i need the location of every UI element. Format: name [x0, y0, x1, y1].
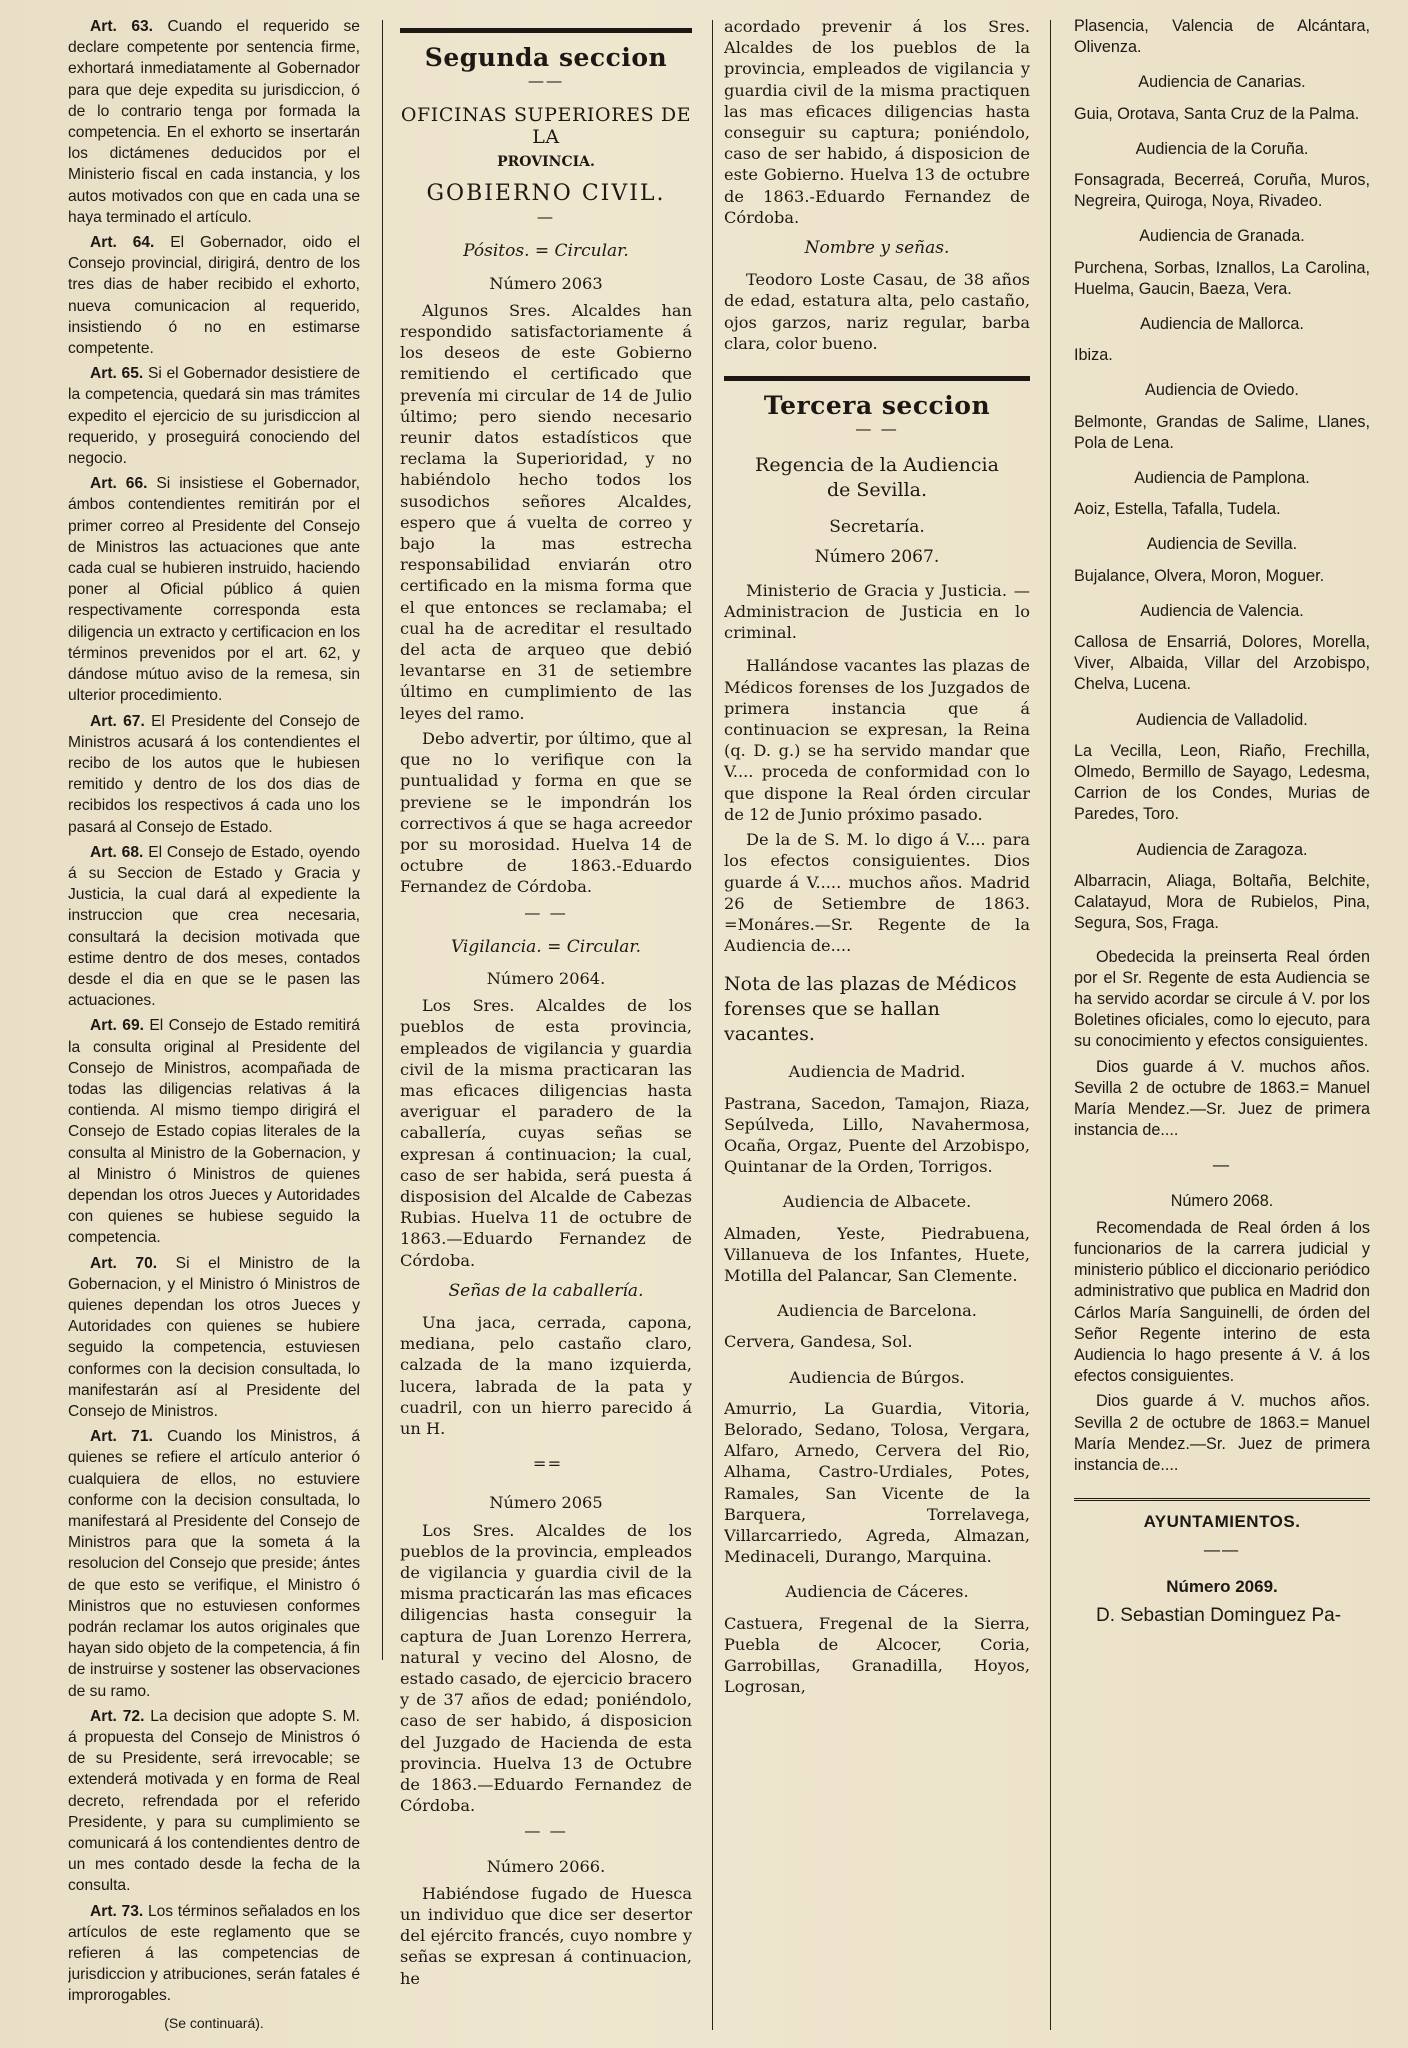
section-rule [724, 376, 1030, 381]
article-63: Art. 63. Cuando el requerido se declare competente por sentencia firme, exhortará inmediatamente al Gobernador para que deje expedita su jurisdiccion, ó de lo contrario tenga por formada la competencia. En el exhorto se insertarán los dictámenes deducidos por el Ministerio fiscal en cada instancia, y los autos motivados con que en cada una se haya terminado el artículo. [68, 18, 360, 226]
section-rule [1074, 1498, 1370, 1501]
column-separator [1050, 20, 1051, 2030]
divider: — — [524, 902, 568, 922]
divider: —— [527, 71, 565, 91]
audiencia-heading: Audiencia de Mallorca. [1140, 315, 1304, 334]
audiencia-heading: Audiencia de Madrid. [788, 1062, 966, 1082]
audiencia-heading: Audiencia de Oviedo. [1145, 381, 1299, 400]
audiencia-heading: Audiencia de Sevilla. [1146, 535, 1298, 554]
article-64: Art. 64. El Gobernador, oido el Consejo provincial, dirigirá, dentro de los tres dias de haber recibido el exhorto, nueva comunicacion al requerido, insistiendo ó no en estimarse competente. [68, 234, 360, 358]
secretaria-title: Secretaría. [829, 517, 925, 538]
names-heading: Nombre y señas. [804, 238, 950, 259]
audiencia-heading: Audiencia de Pamplona. [1134, 469, 1310, 488]
closing-paragraph: Dios guarde á V. muchos años. Sevilla 2 de octubre de 1863.= Manuel María Mendez.—Sr. Juez de primera instancia de.... [1074, 1057, 1370, 1140]
article-67: Art. 67. El Presidente del Consejo de Ministros acusará á los contendientes el recibo de los autos que le hubiesen remitido y dentro de los dos dias de recibidos los respectivos á cada uno los pasará al Consejo de Estado. [68, 712, 360, 836]
audiencia-towns: Callosa de Ensarriá, Dolores, Morella, Viver, Albaida, Villar del Arzobispo, Chelva, Lucena. [1074, 633, 1370, 694]
vigilancia-heading: Vigilancia. = Circular. [450, 936, 642, 957]
regencia-title: Regencia de la Audiencia de Sevilla. [755, 454, 999, 502]
signs-heading: Señas de la caballería. [448, 1280, 644, 1301]
audiencia-heading: Audiencia de la Coruña. [1135, 139, 1309, 158]
closing-paragraph: Obedecida la preinserta Real órden por el Sr. Regente de esta Audiencia se ha servido acordar se circule á V. por los Boletines oficiales, como lo ejecuto, para su conocimiento y efectos consiguientes. [1074, 947, 1370, 1051]
article-69: Art. 69. El Consejo de Estado remitirá la consulta original al Presidente del Consejo de Ministros, acompañada de todas las diligencias relativas á la contienda. Al mismo tiempo dirigirá el Consejo de Estado copias literales de la consulta al Ministro de la Gobernacion, y al Ministro ó Ministros de quienes dependan los otros Jueces y Autoridades con quienes se hubiese seguido la competencia. [68, 1017, 360, 1247]
notice-2067-paragraph: Hallándose vacantes las plazas de Médicos forenses de los Juzgados de primera instancia que á continuacion se expresan, la Reina (q. D. g.) se ha servido mandar que V.... proceda de conformidad con lo que dispone la Real órden circular de 12 de Junio próximo pasado. [724, 656, 1030, 824]
audiencia-towns: Fonsagrada, Becerreá, Coruña, Muros, Negreira, Quiroga, Noya, Rivadeo. [1074, 171, 1370, 211]
notice-number-2065: Número 2065 [489, 1493, 603, 1513]
positos-heading: Pósitos. = Circular. [463, 241, 629, 262]
notice-2068-paragraph: Recomendada de Real órden á los funcionarios de la carrera judicial y ministerio público el diccionario periódico administrativo que publica en Madrid don Cárlos María Sanguinelli, de órden del Señor Regente interino de esta Audiencia lo hago presente á V. á los efectos consiguientes. [1074, 1218, 1370, 1386]
audiencia-towns: Almaden, Yeste, Piedrabuena, Villanueva de los Infantes, Huete, Motilla del Palancar, San Clemente. [724, 1223, 1030, 1285]
article-65: Art. 65. Si el Gobernador desistiere de la competencia, quedará sin mas trámites expedito el ejercicio de su jurisdiccion al requerido, y proseguirá conociendo del negocio. [68, 365, 360, 468]
notice-number-2068: Número 2068. [1170, 1191, 1274, 1210]
offices-subtitle: PROVINCIA. [497, 153, 595, 170]
divider: — [536, 207, 556, 227]
audiencia-heading: Audiencia de Búrgos. [789, 1367, 965, 1387]
audiencia-towns: La Vecilla, Leon, Riaño, Frechilla, Olmedo, Bermillo de Sayago, Ledesma, Carrion de los Condes, Murias de Paredes, Toro. [1074, 741, 1370, 824]
notice-number-2066: Número 2066. [486, 1856, 606, 1876]
audiencia-towns: Pastrana, Sacedon, Tamajon, Riaza, Sepúlveda, Lillo, Navahermosa, Ocaña, Orgaz, Puente del Arzobispo, Quintanar de la Orden, Torrigos. [724, 1093, 1030, 1177]
gobierno-civil-title: GOBIERNO CIVIL. [426, 181, 666, 207]
audiencia-towns-continued: Plasencia, Valencia de Alcántara, Olivenza. [1074, 17, 1370, 57]
notice-2065-paragraph: Los Sres. Alcaldes de los pueblos de la provincia, empleados de vigilancia y guardia civil de la misma practicarán las mas eficaces diligencias hasta conseguir la captura de Juan Lorenzo Herrera, natural y vecino del Alosno, de estado casado, de ejercicio bracero y de 37 años de edad; poniéndolo, caso de ser habido, á disposicion del Juzgado de Hacienda de esta provincia. Huelva 13 de Octubre de 1863.—Eduardo Fernandez de Córdoba. [400, 1520, 692, 1816]
divider: — [1212, 1156, 1232, 1175]
notice-2063-paragraph: Debo advertir, por último, que al que no lo verifique con la puntualidad y forma en que se previene se le impondrán los correctivos á que se haga acreedor por su morosidad. Huelva 14 de octubre de 1863.-Eduardo Fernandez de Córdoba. [400, 728, 692, 897]
column-separator [382, 20, 383, 1660]
section-title-tercera: Tercera seccion [763, 391, 991, 421]
article-68: Art. 68. El Consejo de Estado, oyendo á su Seccion de Estado y Gracia y Justicia, la cual dará al expediente la instruccion que crea necesaria, consultará la decision motivada que estime dentro de dos meses, contados desde el dia en que se le pasen las actuaciones. [68, 843, 360, 1010]
audiencia-heading: Audiencia de Albacete. [782, 1192, 972, 1212]
notice-number-2067: Número 2067. [814, 546, 940, 567]
article-73: Art. 73. Los términos señalados en los artículos de este reglamento que se refieren á las competencias de jurisdiccion y atribuciones, serán fatales é improrogables. [68, 1902, 360, 2005]
notice-2066-paragraph: Habiéndose fugado de Huesca un individuo que dice ser desertor del ejército francés, cuyo nombre y señas se expresan á continuacion, he [400, 1883, 692, 1988]
audiencia-towns: Ibiza. [1074, 346, 1113, 365]
names-paragraph: Teodoro Loste Casau, de 38 años de edad, estatura alta, pelo castaño, ojos garzos, nariz regular, barba clara, color bueno. [724, 270, 1030, 353]
audiencia-heading: Audiencia de Granada. [1139, 227, 1305, 246]
signs-paragraph: Una jaca, cerrada, capona, mediana, pelo castaño claro, calzada de la mano izquierda, lucera, labrada de la pata y cuadril, con un hierro parecido á un H. [400, 1312, 692, 1438]
article-71: Art. 71. Cuando los Ministros, á quienes se refiere el artículo anterior ó cualquiera de ellos, no estuviere conforme con la decision consultada, lo manifestará al Presidente del Consejo de Ministros para que la someta á la resolucion del Consejo que preside; ántes de que esto se verifique, el Ministro ó Ministros que no estuviesen conformes podrán reclamar los autos originales que hayan sido objeto de la competencia, á fin de instruirse y sostener las observaciones de su ramo. [68, 1428, 360, 1700]
column-3 [724, 16, 1030, 2036]
offices-title: OFICINAS SUPERIORES DE LA [400, 104, 692, 148]
audiencia-heading: Audiencia de Barcelona. [777, 1301, 977, 1321]
audiencia-towns: Belmonte, Grandas de Salime, Llanes, Pola de Lena. [1074, 412, 1370, 452]
audiencia-towns: Purchena, Sorbas, Iznallos, La Carolina, Huelma, Gaucin, Baeza, Vera. [1074, 258, 1370, 298]
audiencia-towns: Bujalance, Olvera, Moron, Moguer. [1074, 566, 1325, 585]
ayuntamientos-title: AYUNTAMIENTOS. [1143, 1512, 1301, 1532]
audiencia-towns: Amurrio, La Guardia, Vitoria, Belorado, Sedano, Tolosa, Vergara, Alfaro, Arnedo, Cervera del Rio, Alhama, Castro-Urdiales, Potes, Ramales, San Vicente de la Barquera, Torrelavega, Villarcarriedo, Agreda, Almazan, Medinaceli, Durango, Marquina. [724, 1398, 1030, 1567]
notice-number-2069: Número 2069. [1166, 1576, 1278, 1596]
column-2 [400, 16, 692, 2036]
divider: — — [524, 1821, 568, 1841]
notice-2067-paragraph: De la de S. M. lo digo á V.... para los efectos consiguientes. Dios guarde á V..... muchos años. Madrid 26 de Setiembre de 1863. =Monáres.—Sr. Regente de la Audiencia de.... [724, 830, 1030, 956]
notice-number-2063: Número 2063 [489, 273, 603, 293]
section-title-segunda: Segunda seccion [424, 43, 668, 72]
notice-number-2064: Número 2064. [486, 968, 606, 988]
audiencia-heading: Audiencia de Cáceres. [785, 1582, 969, 1602]
audiencia-towns: Aoiz, Estella, Tafalla, Tudela. [1074, 500, 1281, 519]
column-separator [712, 20, 713, 2030]
column-1 [68, 16, 360, 2036]
article-66: Art. 66. Si insistiese el Gobernador, ámbos contendientes remitirán por el primer correo al Presidente del Consejo de Ministros las actuaciones que ante cada cual se hubieren instruido, haciendo poner al Oficial público á quien respectivamente corresponda esta diligencia un extracto y certificacion en los términos prevenidos por el art. 62, y dándose mútuo aviso de la remesa, sin ulterior procedimiento. [68, 475, 360, 705]
notice-2066-continued: acordado prevenir á los Sres. Alcaldes de los pueblos de la provincia, empleados de vigilancia y guardia civil de la misma practiquen las mas eficaces diligencias hasta conseguir su captura; poniéndolo, caso de ser habido, á disposicion de este Gobierno. Huelva 13 de octubre de 1863.-Eduardo Fernandez de Córdoba. [724, 17, 1030, 227]
notice-2068-paragraph: Dios guarde á V. muchos años. Sevilla 2 de octubre de 1863.= Manuel María Mendez.—Sr. Juez de primera instancia de.... [1074, 1392, 1370, 1474]
audiencia-heading: Audiencia de Valencia. [1140, 601, 1304, 620]
double-divider: = = [532, 1454, 560, 1474]
notice-2063-paragraph: Algunos Sres. Alcaldes han respondido satisfactoriamente á los deseos de este Gobierno remitiendo el certificado que prevenía mi circular de 14 de Julio último; pero siendo necesario reunir datos estadísticos que reclama la Superioridad, y no habiéndolo hecho todos los susodichos señores Alcaldes, espero que á vuelta de correo y bajo la mas estrecha responsabilidad enviarán otro certificado en la misma forma que el que entonces se reclamaba; el cual ha de acreditar el resultado del acta de arqueo que debió levantarse en 31 de setiembre último en cumplimiento de las leyes del ramo. [400, 300, 692, 723]
column-4 [1074, 16, 1370, 2036]
article-72: Art. 72. La decision que adopte S. M. á propuesta del Consejo de Ministros ó de su Presidente, será irrevocable; se extenderá motivada y en forma de Real decreto, refrendada por el referido Presidente, y para su cumplimiento se comunicará á los contendientes dentro de un mes contado desde la fecha de la consulta. [68, 1707, 360, 1895]
section-rule [400, 28, 692, 33]
article-70: Art. 70. Si el Ministro de la Gobernacion, y el Ministro ó Ministros de quienes dependan los otros Jueces y Autoridades con quienes se hubiere seguido la competencia, estuviesen conformes con la decision consultada, lo manifestarán así al Presidente del Consejo de Ministros. [68, 1254, 360, 1420]
audiencia-heading: Audiencia de Valladolid. [1136, 710, 1308, 729]
ministry-line: Ministerio de Gracia y Justicia. —Administracion de Justicia en lo criminal. [724, 580, 1030, 643]
audiencia-towns: Guia, Orotava, Santa Cruz de la Palma. [1074, 104, 1360, 123]
audiencia-towns: Albarracin, Aliaga, Boltaña, Belchite, Calatayud, Mora de Rubielos, Pina, Segura, Sos, Fraga. [1074, 871, 1370, 933]
notice-2064-paragraph: Los Sres. Alcaldes de los pueblos de esta provincia, empleados de vigilancia y guardia civil de la misma practicaran las mas eficaces diligencias hasta averiguar el paradero de la caballería, cuyas señas se expresan á continuacion; la cual, caso de ser habida, será puesta á disposision del Alcalde de Cabezas Rubias. Huelva 11 de octubre de 1863.—Eduardo Fernandez de Córdoba. [400, 996, 692, 1270]
divider: —— [1203, 1541, 1241, 1560]
audiencia-towns: Castuera, Fregenal de la Sierra, Puebla de Alcocer, Coria, Garrobillas, Granadilla, Hoyos, Logrosan, [724, 1613, 1030, 1697]
audiencia-heading: Audiencia de Zaragoza. [1136, 840, 1308, 859]
audiencia-towns: Cervera, Gandesa, Sol. [724, 1332, 913, 1352]
audiencia-heading: Audiencia de Canarias. [1138, 73, 1306, 92]
vacancies-note-title: Nota de las plazas de Médicos forenses que se hallan vacantes. [724, 973, 1017, 1046]
notice-2069-start: D. Sebastian Dominguez Pa- [1096, 1604, 1342, 1626]
continue-note: (Se continuará). [164, 2014, 264, 2031]
divider: — — [855, 419, 899, 439]
